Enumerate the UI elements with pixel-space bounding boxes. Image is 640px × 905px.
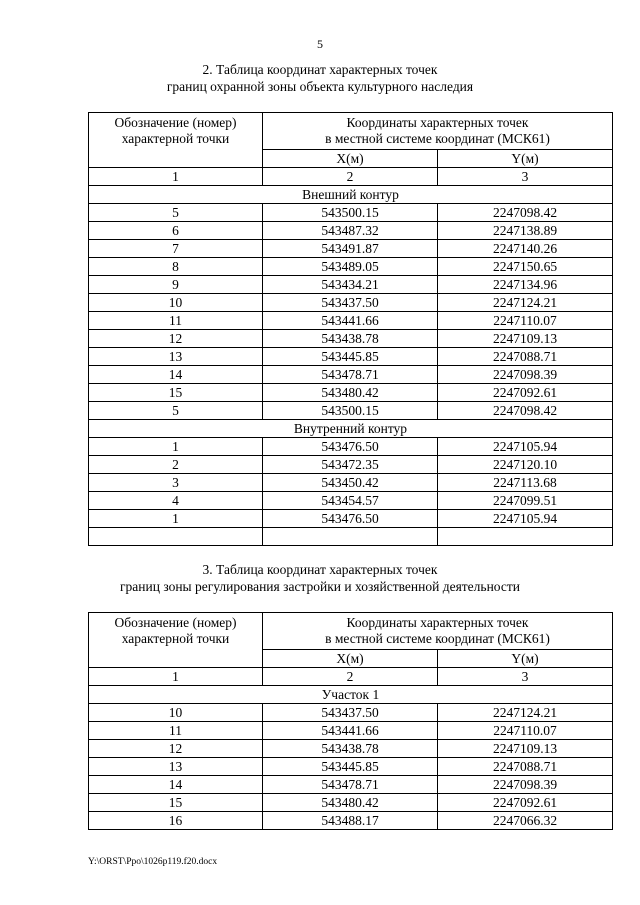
table-row (89, 402, 613, 420)
table-row (89, 812, 613, 830)
header-coords-cell (263, 113, 613, 150)
table-2-title-line1: 2. Таблица координат характерных точек (202, 62, 438, 77)
x-coordinate-cell: 543500.15 (263, 204, 438, 222)
y-coordinate-cell: 2247120.10 (438, 456, 613, 474)
table-row (89, 492, 613, 510)
y-coordinate-cell: 2247099.51 (438, 492, 613, 510)
y-coordinate-cell: 2247105.94 (438, 510, 613, 528)
point-number-cell: 10 (89, 704, 263, 722)
y-coordinate-cell: 2247092.61 (438, 384, 613, 402)
table-3-title (0, 561, 640, 595)
table-row (89, 222, 613, 240)
y-coordinate-cell: 2247088.71 (438, 758, 613, 776)
x-coordinate-cell: 543487.32 (263, 222, 438, 240)
y-coordinate-cell: 2247092.61 (438, 794, 613, 812)
page-number: 5 (317, 37, 323, 51)
table-row (89, 294, 613, 312)
header-point-cell (89, 613, 263, 668)
table-3 (88, 612, 613, 830)
table-3-title-line2: границ зоны регулирования застройки и хозяйственной деятельности (120, 579, 520, 594)
point-number-cell: 4 (89, 492, 263, 510)
x-coordinate-cell: 543445.85 (263, 348, 438, 366)
table-row (89, 384, 613, 402)
table-row (89, 276, 613, 294)
table-row (89, 776, 613, 794)
header-y: Y(м) (438, 150, 613, 168)
x-coordinate-cell: 543434.21 (263, 276, 438, 294)
y-coordinate-cell: 2247088.71 (438, 348, 613, 366)
point-number-cell: 5 (89, 402, 263, 420)
col-number-2: 2 (263, 668, 438, 686)
table-row (89, 758, 613, 776)
header-x: X(м) (263, 650, 438, 668)
col-number-3: 3 (438, 168, 613, 186)
col-number-2: 2 (263, 168, 438, 186)
x-coordinate-cell: 543438.78 (263, 330, 438, 348)
section-plot-1: Участок 1 (89, 686, 613, 704)
table-row (89, 740, 613, 758)
table-row (89, 510, 613, 528)
x-coordinate-cell: 543438.78 (263, 740, 438, 758)
point-number-cell: 14 (89, 776, 263, 794)
x-coordinate-cell: 543478.71 (263, 776, 438, 794)
y-coordinate-cell: 2247138.89 (438, 222, 613, 240)
x-coordinate-cell: 543472.35 (263, 456, 438, 474)
empty-cell (438, 528, 613, 546)
y-coordinate-cell: 2247098.42 (438, 402, 613, 420)
empty-cell (89, 528, 263, 546)
table-row (89, 794, 613, 812)
y-coordinate-cell: 2247098.42 (438, 204, 613, 222)
y-coordinate-cell: 2247113.68 (438, 474, 613, 492)
y-coordinate-cell: 2247140.26 (438, 240, 613, 258)
point-number-cell: 15 (89, 794, 263, 812)
header-x: X(м) (263, 150, 438, 168)
x-coordinate-cell: 543489.05 (263, 258, 438, 276)
point-number-cell: 7 (89, 240, 263, 258)
table-row (89, 240, 613, 258)
point-number-cell: 10 (89, 294, 263, 312)
x-coordinate-cell: 543491.87 (263, 240, 438, 258)
section-inner-contour: Внутренний контур (89, 420, 613, 438)
point-number-cell: 1 (89, 438, 263, 456)
header-point-line1: Обозначение (номер) (114, 115, 237, 130)
table-2 (88, 112, 613, 546)
point-number-cell: 13 (89, 348, 263, 366)
point-number-cell: 15 (89, 384, 263, 402)
header-coords-line2: в местной системе координат (МСК61) (325, 131, 550, 146)
y-coordinate-cell: 2247109.13 (438, 330, 613, 348)
x-coordinate-cell: 543445.85 (263, 758, 438, 776)
y-coordinate-cell: 2247098.39 (438, 776, 613, 794)
table-row (89, 366, 613, 384)
x-coordinate-cell: 543478.71 (263, 366, 438, 384)
y-coordinate-cell: 2247105.94 (438, 438, 613, 456)
table-row (89, 722, 613, 740)
point-number-cell: 6 (89, 222, 263, 240)
point-number-cell: 11 (89, 722, 263, 740)
point-number-cell: 8 (89, 258, 263, 276)
point-number-cell: 12 (89, 330, 263, 348)
header-coords-line2: в местной системе координат (МСК61) (325, 631, 550, 646)
table-row (89, 704, 613, 722)
point-number-cell: 9 (89, 276, 263, 294)
header-coords-cell (263, 613, 613, 650)
x-coordinate-cell: 543437.50 (263, 294, 438, 312)
header-point-line1: Обозначение (номер) (114, 615, 237, 630)
table-row (89, 456, 613, 474)
point-number-cell: 3 (89, 474, 263, 492)
x-coordinate-cell: 543500.15 (263, 402, 438, 420)
col-number-1: 1 (89, 168, 263, 186)
y-coordinate-cell: 2247124.21 (438, 704, 613, 722)
col-number-3: 3 (438, 668, 613, 686)
y-coordinate-cell: 2247066.32 (438, 812, 613, 830)
x-coordinate-cell: 543476.50 (263, 510, 438, 528)
table-2-title (0, 61, 640, 95)
x-coordinate-cell: 543441.66 (263, 722, 438, 740)
x-coordinate-cell: 543480.42 (263, 384, 438, 402)
footer-file-path: Y:\ORST\Ppo\1026p119.f20.docx (88, 857, 218, 867)
table-row (89, 312, 613, 330)
x-coordinate-cell: 543488.17 (263, 812, 438, 830)
header-point-line2: характерной точки (121, 131, 230, 146)
empty-row (89, 528, 613, 546)
point-number-cell: 2 (89, 456, 263, 474)
header-coords-line1: Координаты характерных точек (346, 115, 529, 130)
point-number-cell: 12 (89, 740, 263, 758)
header-point-cell (89, 113, 263, 168)
table-row (89, 204, 613, 222)
table-2-title-line2: границ охранной зоны объекта культурного наследия (166, 79, 474, 94)
table-row (89, 258, 613, 276)
table-row (89, 330, 613, 348)
x-coordinate-cell: 543450.42 (263, 474, 438, 492)
y-coordinate-cell: 2247110.07 (438, 312, 613, 330)
y-coordinate-cell: 2247124.21 (438, 294, 613, 312)
point-number-cell: 14 (89, 366, 263, 384)
y-coordinate-cell: 2247134.96 (438, 276, 613, 294)
col-number-1: 1 (89, 668, 263, 686)
table-3-title-line1: 3. Таблица координат характерных точек (202, 562, 438, 577)
header-coords-line1: Координаты характерных точек (346, 615, 529, 630)
header-point-line2: характерной точки (121, 631, 230, 646)
x-coordinate-cell: 543437.50 (263, 704, 438, 722)
table-row (89, 438, 613, 456)
y-coordinate-cell: 2247150.65 (438, 258, 613, 276)
empty-cell (263, 528, 438, 546)
x-coordinate-cell: 543441.66 (263, 312, 438, 330)
table-row (89, 474, 613, 492)
point-number-cell: 1 (89, 510, 263, 528)
y-coordinate-cell: 2247110.07 (438, 722, 613, 740)
table-row (89, 348, 613, 366)
x-coordinate-cell: 543454.57 (263, 492, 438, 510)
point-number-cell: 5 (89, 204, 263, 222)
point-number-cell: 13 (89, 758, 263, 776)
x-coordinate-cell: 543480.42 (263, 794, 438, 812)
section-outer-contour: Внешний контур (89, 186, 613, 204)
y-coordinate-cell: 2247109.13 (438, 740, 613, 758)
point-number-cell: 11 (89, 312, 263, 330)
x-coordinate-cell: 543476.50 (263, 438, 438, 456)
point-number-cell: 16 (89, 812, 263, 830)
y-coordinate-cell: 2247098.39 (438, 366, 613, 384)
header-y: Y(м) (438, 650, 613, 668)
